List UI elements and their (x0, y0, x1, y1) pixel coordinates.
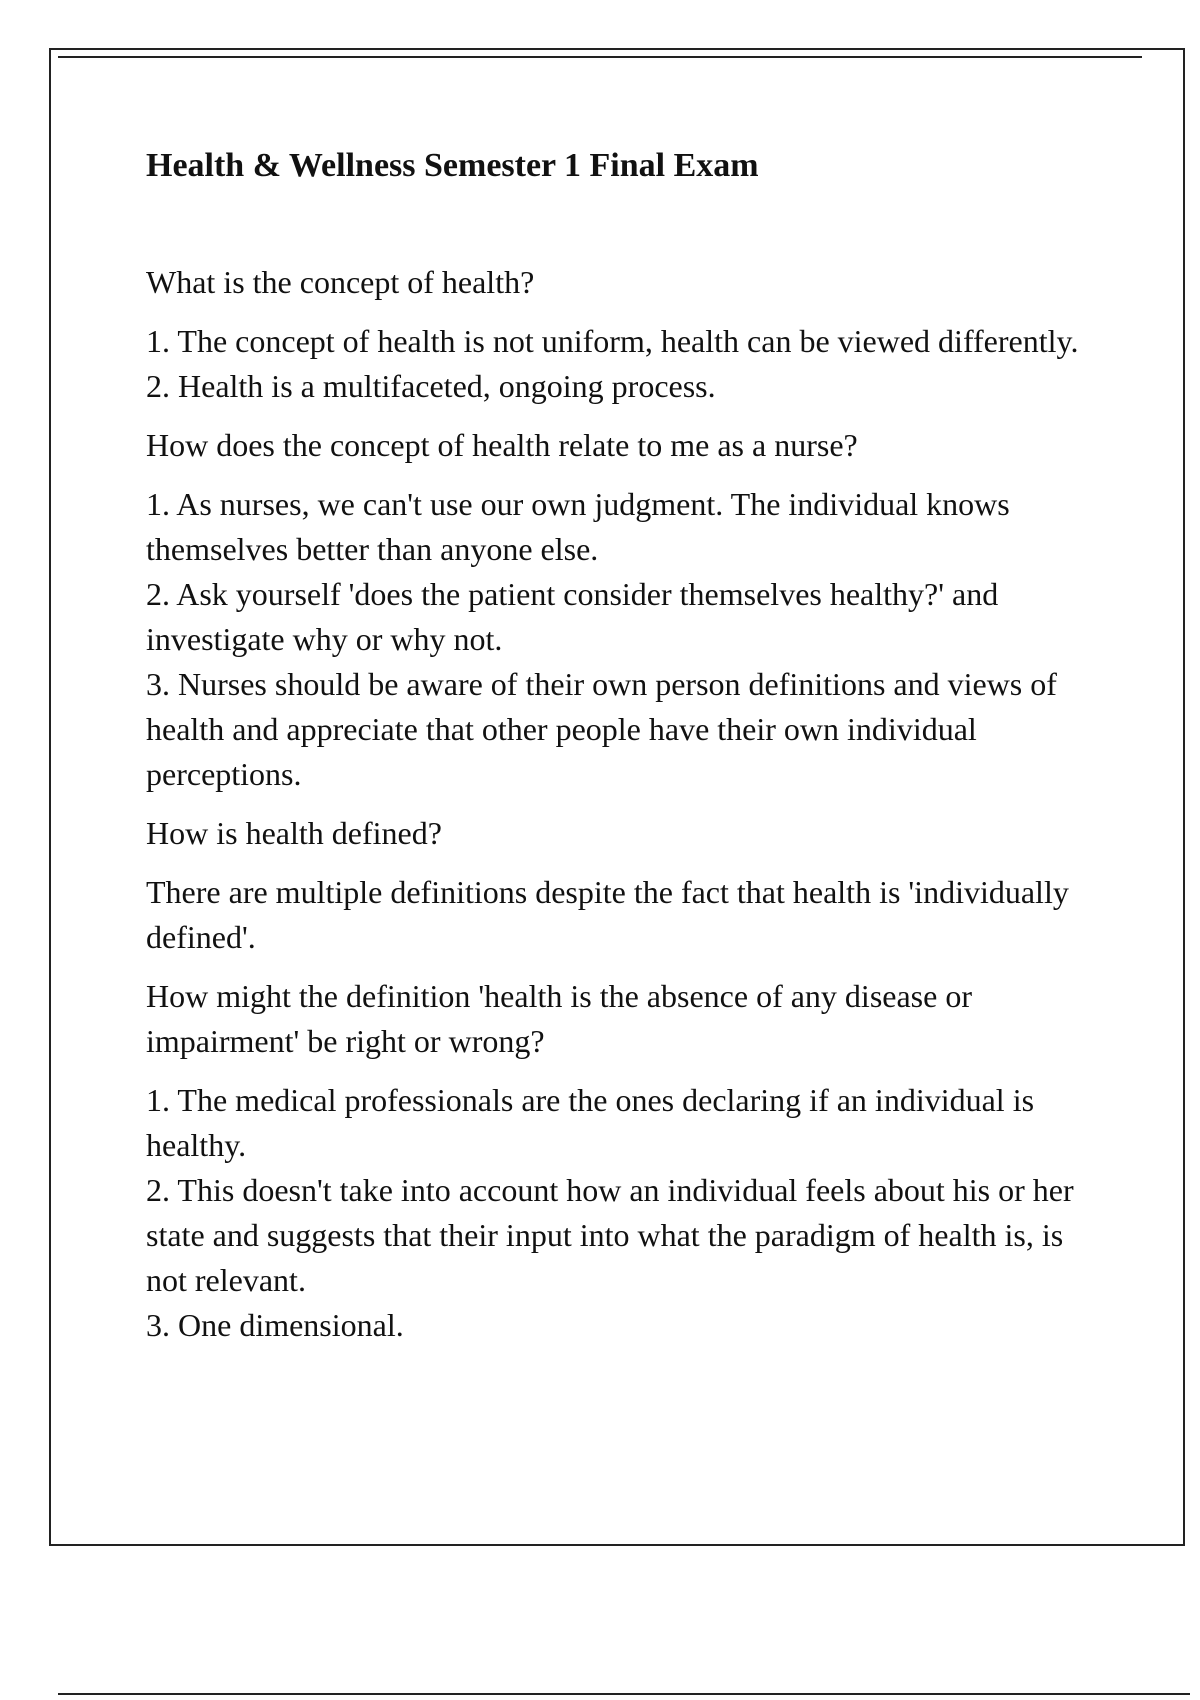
question: How does the concept of health relate to me as a nurse? (146, 427, 858, 463)
answer-group (146, 1078, 1106, 1348)
qa-section-3 (146, 811, 1106, 960)
qa-section-2 (146, 423, 1106, 797)
top-rule (58, 56, 1142, 58)
question: How might the definition 'health is the absence of any disease or impairment' be right or wrong? (146, 978, 972, 1059)
answer-item: There are multiple definitions despite the fact that health is 'individually defined'. (146, 874, 1069, 955)
document-title: Health & Wellness Semester 1 Final Exam (146, 147, 759, 184)
answer-item: 1. As nurses, we can't use our own judgment. The individual knows themselves better than anyone else. (146, 486, 1010, 567)
qa-section-1 (146, 260, 1106, 409)
document-body (146, 144, 1106, 1362)
answer-item: 3. Nurses should be aware of their own person definitions and views of health and appreciate that other people have their own individual perceptions. (146, 666, 1057, 792)
answer-item: 3. One dimensional. (146, 1307, 404, 1343)
answer-item: 1. The concept of health is not uniform, health can be viewed differently. (146, 323, 1079, 359)
qa-section-4 (146, 974, 1106, 1348)
answer-item: 2. Health is a multifaceted, ongoing process. (146, 368, 716, 404)
answer-group (146, 870, 1106, 960)
question: What is the concept of health? (146, 264, 535, 300)
bottom-rule (58, 1693, 1190, 1695)
answer-item: 1. The medical professionals are the ones declaring if an individual is healthy. (146, 1082, 1035, 1163)
question: How is health defined? (146, 815, 442, 851)
answer-item: 2. Ask yourself 'does the patient consider themselves healthy?' and investigate why or why not. (146, 576, 999, 657)
answer-group (146, 482, 1106, 797)
answer-group (146, 319, 1106, 409)
answer-item: 2. This doesn't take into account how an individual feels about his or her state and suggests that their input into what the paradigm of health is, is not relevant. (146, 1172, 1074, 1298)
